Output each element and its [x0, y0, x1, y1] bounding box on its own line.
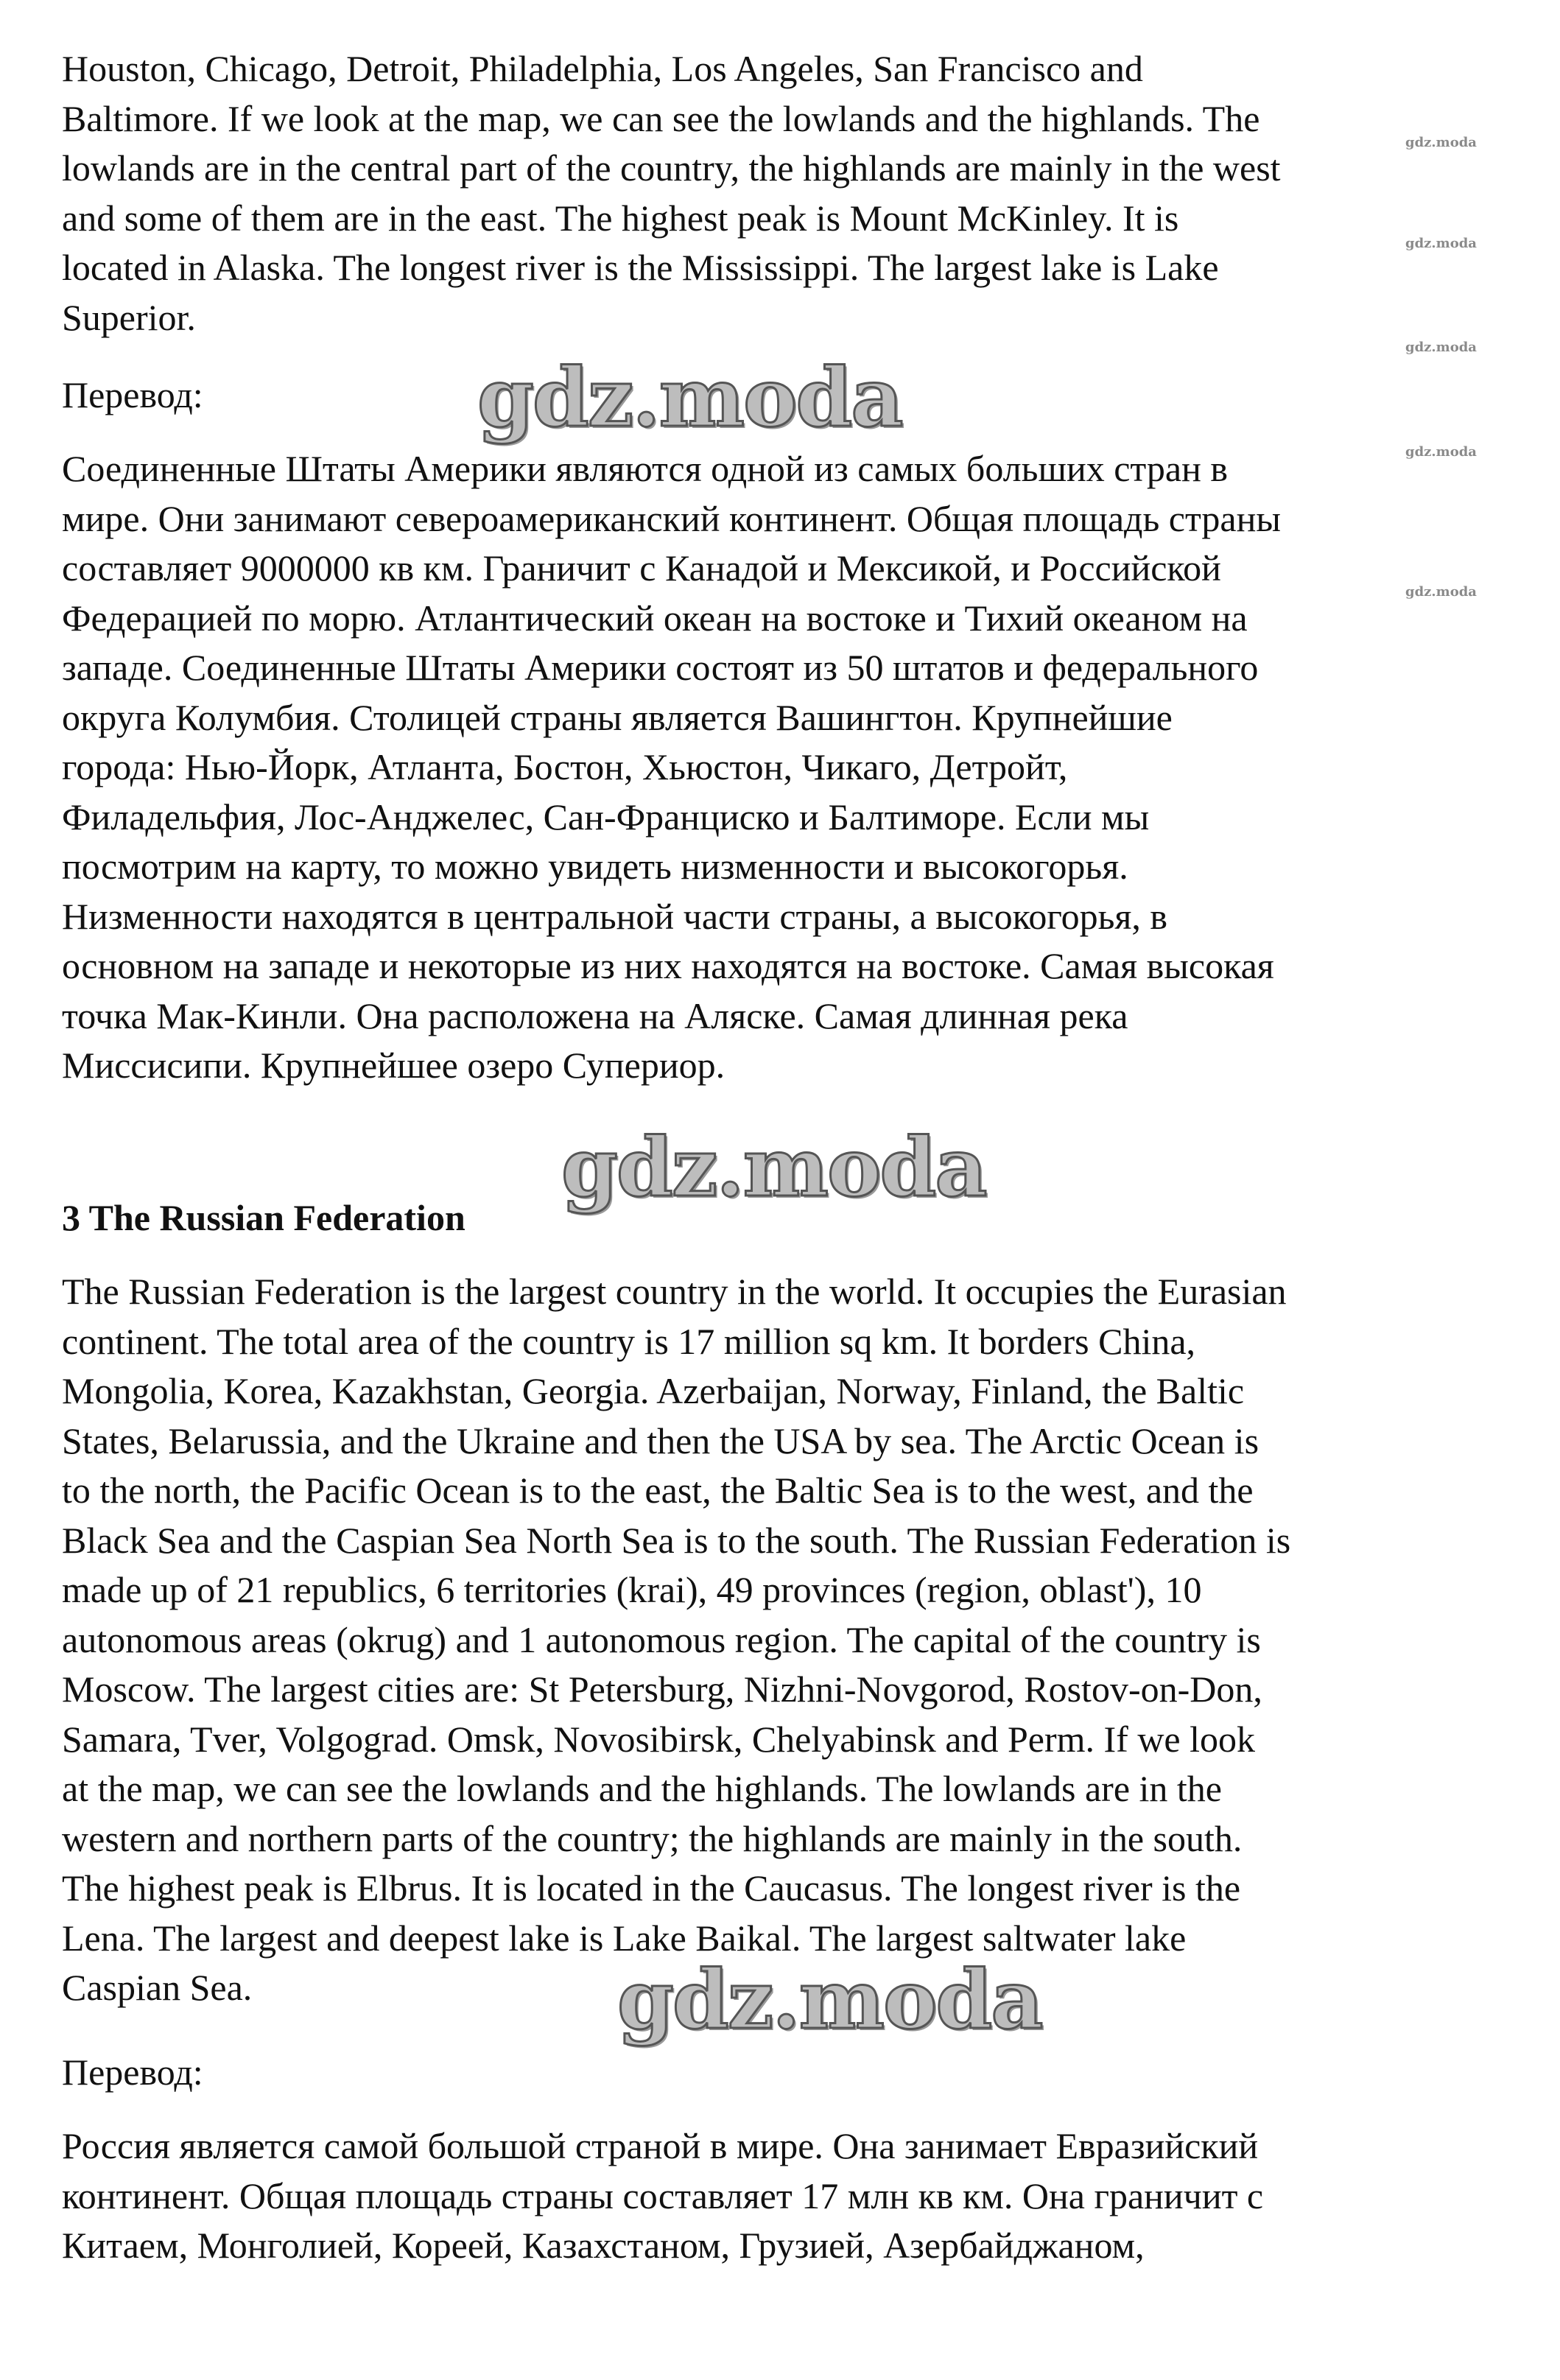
russia-russian-translation: Россия является самой большой страной в мире. Она занимает Евразийский континент. Общая площадь страны составляет 17 млн кв км. Она граничит с Китаем, Монголией, Кореей, Казахстаном, Грузией, Азербайджаном,	[62, 2125, 1264, 2266]
translation-label: Перевод:	[62, 2051, 203, 2093]
translation-label: Перевод:	[62, 374, 203, 415]
section-heading-russian-federation: 3 The Russian Federation	[62, 1197, 465, 1238]
watermark-logo: gdz.moda	[561, 1120, 986, 1215]
usa-russian-translation: Соединенные Штаты Америки являются одной из самых больших стран в мире. Они занимают североамериканский континент. Общая площадь страны составляет 9000000 кв км. Граничит с Канадой и Мексикой, и Российской Федерацией по морю. Атлантический океан на востоке и Тихий океаном на западе. Соединенные Штаты Америки состоят из 50 штатов и федерального округа Колумбия. Столицей страны является Вашингтон. Крупнейшие города: Нью-Йорк, Атланта, Бостон, Хьюстон, Чикаго, Детройт, Филадельфия, Лос-Анджелес, Сан-Франциско и Балтиморе. Если мы посмотрим на карту, то можно увидеть низменности и высокогорья. Низменности находятся в центральной части страны, а высокогорья, в основном на западе и некоторые из них находятся на востоке. Самая высокая точка Мак-Кинли. Она расположена на Аляске. Самая длинная река Миссисипи. Крупнейшее озеро Супериор.	[62, 448, 1281, 1086]
watermark-small: gdz.moda	[1405, 236, 1477, 251]
watermark-small: gdz.moda	[1405, 444, 1477, 460]
watermark-small: gdz.moda	[1405, 584, 1477, 600]
watermark-logo: gdz.moda	[617, 1952, 1042, 2047]
usa-english-paragraph-tail: Houston, Chicago, Detroit, Philadelphia, Los Angeles, San Francisco and Baltimore. If we look at the map, we can see the lowlands and the highlands. The lowlands are in the central part of the country, the highlands are mainly in the west and some of them are in the east. The highest peak is Mount McKinley. It is located in Alaska. The longest river is the Mississippi. The largest lake is Lake Superior.	[62, 48, 1281, 338]
russia-english-paragraph: The Russian Federation is the largest country in the world. It occupies the Eurasian continent. The total area of the country is 17 million sq km. It borders China, Mongolia, Korea, Kazakhstan, Georgia. Azerbaijan, Norway, Finland, the Baltic States, Belarussia, and the Ukraine and then the USA by sea. The Arctic Ocean is to the north, the Pacific Ocean is to the east, the Baltic Sea is to the west, and the Black Sea and the Caspian Sea North Sea is to the south. The Russian Federation is made up of 21 republics, 6 territories (krai), 49 provinces (region, oblast'), 10 autonomous areas (okrug) and 1 autonomous region. The capital of the country is Moscow. The largest cities are: St Petersburg, Nizhni-Novgorod, Rostov-on-Don, Samara, Tver, Volgograd. Omsk, Novosibirsk, Chelyabinsk and Perm. If we look at the map, we can see the lowlands and the highlands. The lowlands are in the western and northern parts of the country; the highlands are mainly in the south. The highest peak is Elbrus. It is located in the Caucasus. The longest river is the Lena. The largest and deepest lake is Lake Baikal. The largest saltwater lake Caspian Sea.	[62, 1271, 1291, 2008]
watermark-small: gdz.moda	[1405, 340, 1477, 355]
watermark-small: gdz.moda	[1405, 135, 1477, 150]
watermark-logo: gdz.moda	[477, 350, 902, 445]
